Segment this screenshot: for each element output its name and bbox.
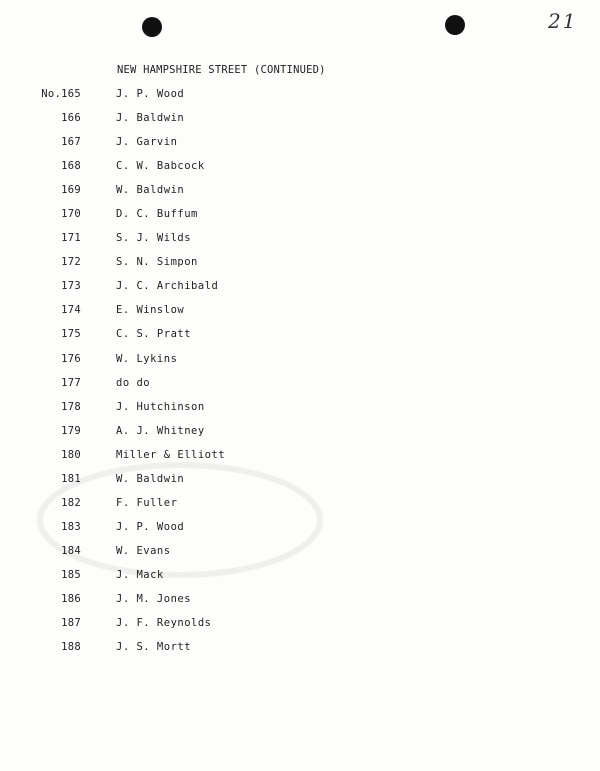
entry-number: 177: [61, 376, 81, 389]
list-item: [0, 184, 600, 208]
entry-name: Miller & Elliott: [116, 448, 226, 461]
entry-number: 188: [61, 641, 81, 654]
entry-number: 171: [61, 232, 81, 245]
entry-name: W. Lykins: [116, 352, 178, 365]
entry-number: 170: [61, 208, 81, 221]
page-number: 21: [548, 9, 578, 33]
entry-number: 183: [61, 520, 81, 533]
entry-number: 178: [61, 400, 81, 413]
entry-name: J. Mack: [116, 568, 164, 581]
entry-name: C. S. Pratt: [116, 328, 192, 341]
list-item: [0, 353, 600, 377]
list-item: [0, 593, 600, 617]
entry-name: F. Fuller: [116, 496, 178, 509]
entry-number: 173: [61, 280, 81, 293]
punch-hole-right: [445, 15, 465, 35]
entry-number: 174: [61, 304, 81, 317]
list-item: [0, 256, 600, 280]
entry-name: S. N. Simpon: [116, 256, 198, 269]
list-item: [0, 160, 600, 184]
list-item: [0, 473, 600, 497]
entry-number: 181: [61, 472, 81, 485]
entry-name: do do: [116, 376, 151, 389]
list-item: [0, 208, 600, 232]
entry-name: D. C. Buffum: [116, 208, 198, 221]
entry-number: No.165: [41, 88, 81, 100]
entry-number: 184: [61, 544, 81, 557]
entry-number: 180: [61, 448, 81, 461]
entry-name: S. J. Wilds: [116, 232, 192, 245]
entry-name: C. W. Babcock: [116, 160, 205, 173]
entry-name: J. C. Archibald: [116, 280, 219, 293]
list-item: [0, 328, 600, 352]
list-item: [0, 304, 600, 328]
entry-name: J. F. Reynolds: [116, 617, 212, 630]
list-item: [0, 232, 600, 256]
list-item: [0, 280, 600, 304]
entry-name: W. Evans: [116, 544, 171, 557]
entry-number: 175: [61, 328, 81, 341]
list-item: [0, 425, 600, 449]
entry-name: W. Baldwin: [116, 184, 185, 197]
list-item: [0, 569, 600, 593]
entry-name: E. Winslow: [116, 304, 185, 317]
list-item: [0, 377, 600, 401]
list-item: [0, 521, 600, 545]
entry-number: 168: [61, 160, 81, 173]
list-item: [0, 401, 600, 425]
entry-number: 182: [61, 496, 81, 509]
entry-number: 187: [61, 617, 81, 630]
entry-name: J. Baldwin: [116, 112, 185, 125]
list-item: [0, 545, 600, 569]
list-item: [0, 112, 600, 136]
entry-number: 172: [61, 256, 81, 269]
list-item: [0, 497, 600, 521]
entry-number: 179: [61, 424, 81, 437]
list-item: [0, 641, 600, 665]
entry-number: 167: [61, 136, 81, 149]
entry-name: J. P. Wood: [116, 520, 185, 533]
entry-name: W. Baldwin: [116, 472, 185, 485]
punch-hole-left: [142, 17, 162, 37]
entry-name: A. J. Whitney: [116, 424, 205, 437]
entry-number: 166: [61, 112, 81, 125]
list-item: [0, 136, 600, 160]
list-item: [0, 617, 600, 641]
entry-list: [0, 88, 600, 665]
entry-number: 176: [61, 352, 81, 365]
entry-name: J. S. Mortt: [116, 641, 192, 654]
entry-name: J. M. Jones: [116, 592, 192, 605]
street-heading: NEW HAMPSHIRE STREET (CONTINUED): [117, 64, 326, 76]
entry-name: J. P. Wood: [116, 88, 185, 100]
entry-number: 186: [61, 592, 81, 605]
entry-name: J. Garvin: [116, 136, 178, 149]
entry-name: J. Hutchinson: [116, 400, 205, 413]
list-item: [0, 88, 600, 112]
entry-number: 169: [61, 184, 81, 197]
list-item: [0, 449, 600, 473]
entry-number: 185: [61, 568, 81, 581]
